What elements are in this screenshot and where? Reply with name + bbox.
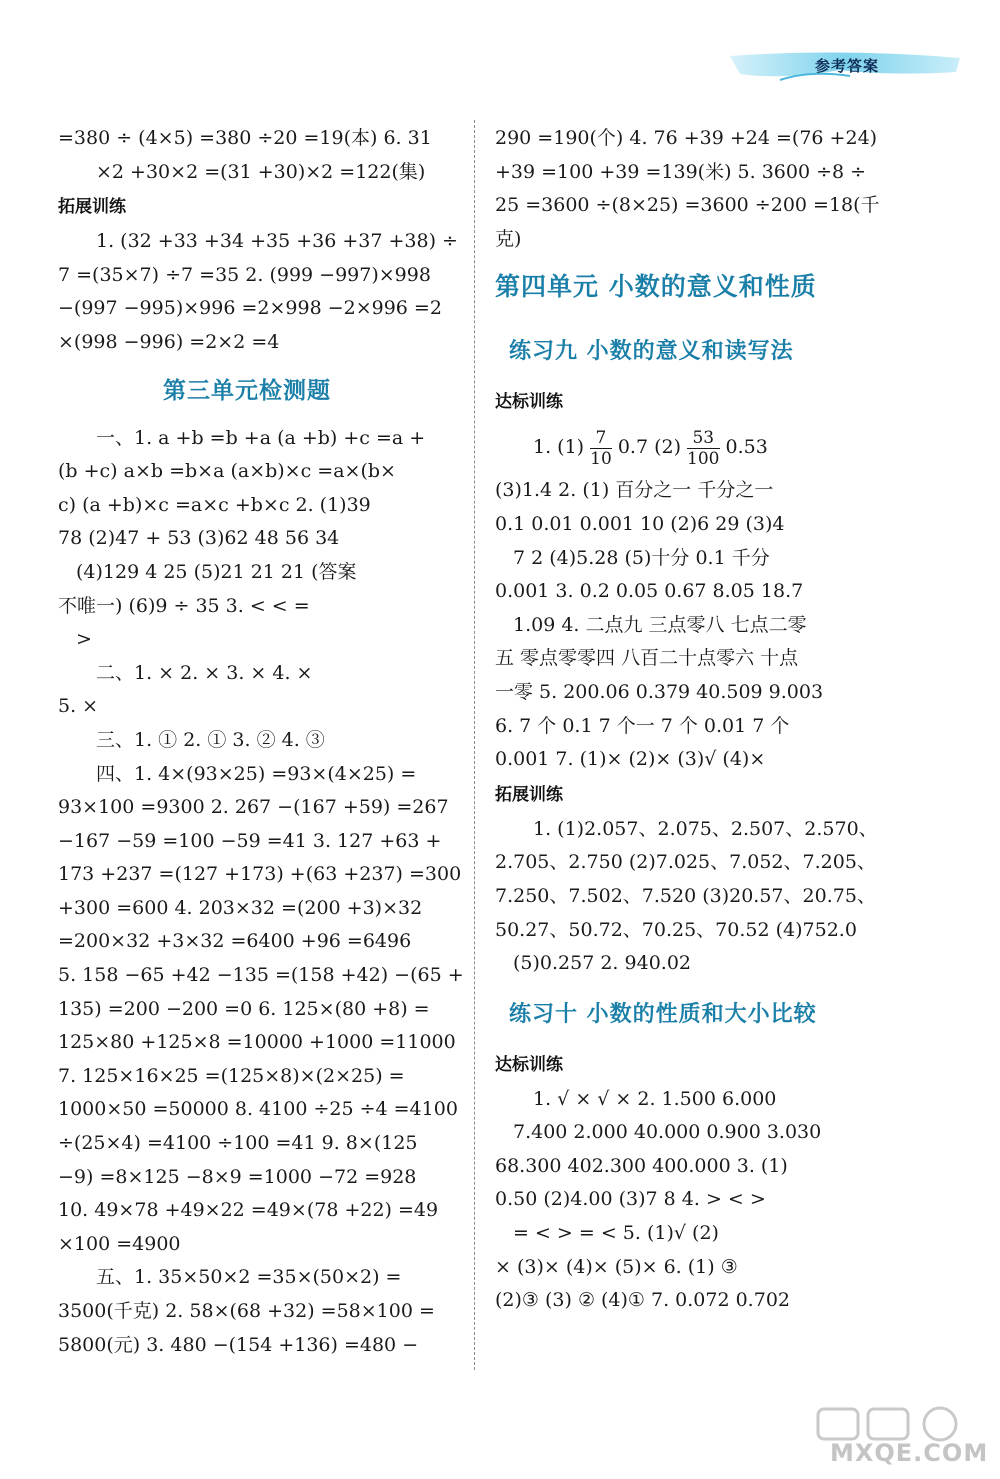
fraction [590, 428, 612, 469]
text-line: ÷(25×4) =4100 ÷100 =41 9. 8×(125 [58, 1132, 418, 1155]
text-line: +300 =600 4. 203×32 =(200 +3)×32 [58, 896, 423, 919]
column-divider [474, 120, 475, 1370]
unit-heading: 第四单元 小数的意义和性质 [495, 272, 817, 302]
text-line: =380 ÷ (4×5) =380 ÷20 =19(本) 6. 31 [58, 127, 432, 149]
text-line: c) (a +b)×c =a×c +b×c 2. (1)39 [58, 493, 371, 516]
left-column [58, 122, 464, 1362]
text-line: 135) =200 −200 =0 6. 125×(80 +8) = [58, 997, 430, 1020]
text-line: 7 =(35×7) ÷7 =35 2. (999 −997)×998 [58, 263, 431, 286]
text-line: 5. × [58, 695, 99, 718]
text-line: 78 (2)47 + 53 (3)62 48 56 34 [58, 527, 340, 550]
text-line: 7.400 2.000 40.000 0.900 3.030 [513, 1121, 822, 1144]
text-fragment: 0.7 (2) [617, 436, 681, 459]
fraction-denominator: 100 [687, 448, 720, 469]
text-line: (b +c) a×b =b×a (a×b)×c =a×(b× [58, 460, 396, 483]
text-line: 290 =190(个) 4. 76 +39 +24 =(76 +24) [495, 127, 878, 149]
fraction-line [495, 420, 895, 474]
text-line: 五 零点零零四 八百二十点零六 十点 [495, 647, 799, 670]
text-line: (3)1.4 2. (1) 百分之一 千分之一 [495, 479, 774, 502]
text-line: 四、1. 4×(93×25) =93×(4×25) = [96, 762, 417, 785]
text-fragment: 0.53 [725, 436, 768, 459]
section-subtitle: 达标训练 [495, 392, 563, 413]
text-line: 0.001 7. (1)× (2)× (3)√ (4)× [495, 748, 766, 771]
right-column [495, 122, 895, 1318]
text-line: 3500(千克) 2. 58×(68 +32) =58×100 = [58, 1300, 435, 1322]
text-line: = < > = < 5. (1)√ (2) [513, 1222, 719, 1245]
text-line: 1. √ × √ × 2. 1.500 6.000 [533, 1087, 777, 1110]
text-line: 50.27、50.72、70.25、70.52 (4)752.0 [495, 918, 857, 941]
text-line: ×(998 −996) =2×2 =4 [58, 330, 280, 353]
text-line: 一零 5. 200.06 0.379 40.509 9.003 [495, 680, 824, 703]
text-line: 2.705、2.750 (2)7.025、7.052、7.205、 [495, 851, 876, 874]
text-line: 5800(元) 3. 480 −(154 +136) =480 − [58, 1333, 419, 1356]
text-line: −(997 −995)×996 =2×998 −2×996 =2 [58, 297, 442, 320]
text-line: 二、1. × 2. × 3. × 4. × [96, 661, 313, 684]
section-subtitle: 达标训练 [495, 1054, 563, 1075]
section-subtitle: 拓展训练 [495, 784, 563, 805]
text-line: =200×32 +3×32 =6400 +96 =6496 [58, 930, 412, 953]
fraction-numerator: 53 [687, 428, 719, 449]
text-line: 1000×50 =50000 8. 4100 ÷25 ÷4 =4100 [58, 1098, 458, 1121]
watermark-logo [790, 1405, 990, 1475]
text-line: 五、1. 35×50×2 =35×(50×2) = [96, 1266, 402, 1289]
text-line: 1. (1)2.057、2.075、2.507、2.570、 [533, 817, 878, 840]
text-line: 7.250、7.502、7.520 (3)20.57、20.75、 [495, 884, 876, 907]
text-line: −9) =8×125 −8×9 =1000 −72 =928 [58, 1165, 417, 1188]
text-line: 173 +237 =(127 +173) +(63 +237) =300 [58, 863, 462, 886]
text-line: 5. 158 −65 +42 −135 =(158 +42) −(65 + [58, 964, 464, 987]
text-line: 125×80 +125×8 =10000 +1000 =11000 [58, 1031, 456, 1054]
text-line: 10. 49×78 +49×22 =49×(78 +22) =49 [58, 1199, 439, 1222]
text-line: 6. 7 个 0.1 7 个一 7 个 0.01 7 个 [495, 714, 790, 737]
text-line: 1.09 4. 二点九 三点零八 七点二零 [513, 613, 807, 636]
text-line: 7. 125×16×25 =(125×8)×(2×25) = [58, 1064, 405, 1087]
text-line: 克) [495, 227, 522, 250]
text-line: 7 2 (4)5.28 (5)十分 0.1 千分 [513, 546, 770, 569]
text-line: (4)129 4 25 (5)21 21 21 (答案 [76, 560, 357, 583]
text-line: (5)0.257 2. 940.02 [513, 952, 691, 975]
text-line: 93×100 =9300 2. 267 −(167 +59) =267 [58, 796, 449, 819]
watermark-site: MXQE.COM [830, 1439, 989, 1467]
text-line: 25 =3600 ÷(8×25) =3600 ÷200 =18(千 [495, 194, 880, 217]
section-heading: 第三单元检测题 [163, 377, 331, 404]
section-subtitle: 拓展训练 [58, 197, 126, 218]
text-line: 1. (32 +33 +34 +35 +36 +37 +38) ÷ [96, 230, 458, 253]
text-line: 一、1. a +b =b +a (a +b) +c =a + [96, 426, 426, 449]
text-line: > [76, 628, 92, 651]
text-line: (2)③ (3) ② (4)① 7. 0.072 0.702 [495, 1289, 790, 1312]
text-line: ×100 =4900 [58, 1232, 181, 1255]
text-line: +39 =100 +39 =139(米) 5. 3600 ÷8 ÷ [495, 160, 867, 183]
text-line: 0.001 3. 0.2 0.05 0.67 8.05 18.7 [495, 580, 804, 603]
text-line: × (3)× (4)× (5)× 6. (1) ③ [495, 1255, 738, 1278]
fraction-numerator: 7 [590, 428, 612, 449]
text-line: 0.50 (2)4.00 (3)7 8 4. > < > [495, 1188, 766, 1211]
text-line: −167 −59 =100 −59 =41 3. 127 +63 + [58, 829, 442, 852]
text-fragment: 1. (1) [533, 436, 585, 459]
text-line: 不唯一) (6)9 ÷ 35 3. < < = [58, 594, 310, 617]
text-line: 三、1. ① 2. ① 3. ② 4. ③ [96, 728, 325, 751]
fraction-denominator: 10 [590, 448, 612, 469]
text-line: 0.1 0.01 0.001 10 (2)6 29 (3)4 [495, 512, 785, 535]
exercise-heading: 练习九 小数的意义和读写法 [509, 338, 794, 365]
header-banner [720, 50, 965, 84]
exercise-heading: 练习十 小数的性质和大小比较 [509, 1000, 817, 1027]
header-label: 参考答案 [815, 57, 880, 75]
text-line: 68.300 402.300 400.000 3. (1) [495, 1154, 788, 1177]
text-line: ×2 +30×2 =(31 +30)×2 =122(集) [96, 160, 426, 183]
fraction [687, 428, 719, 469]
